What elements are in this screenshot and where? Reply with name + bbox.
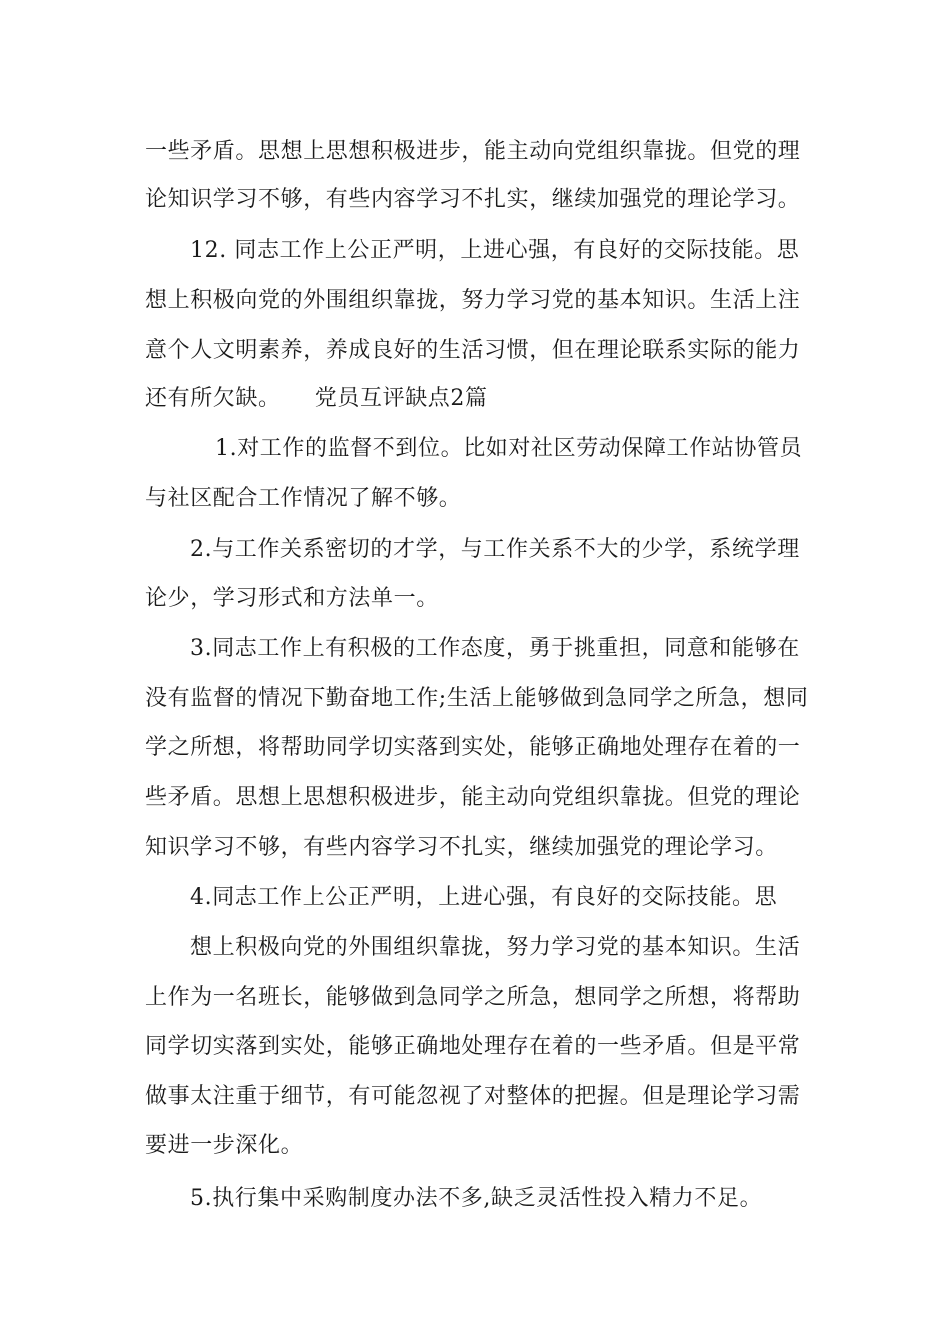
- text-line: 做事太注重于细节，有可能忽视了对整体的把握。但是理论学习需: [145, 1084, 801, 1109]
- text-line: 知识学习不够，有些内容学习不扎实，继续加强党的理论学习。: [145, 835, 778, 860]
- text-line: 同学切实落到实处，能够正确地处理存在着的一些矛盾。但是平常: [145, 1034, 801, 1059]
- text-line: 4.同志工作上公正严明，上进心强，有良好的交际技能。思: [190, 885, 778, 910]
- text-line: 与社区配合工作情况了解不够。: [145, 486, 462, 511]
- text-line: 想上积极向党的外围组织靠拢，努力学习党的基本知识。生活上注: [145, 288, 801, 313]
- text-line: 12. 同志工作上公正严明，上进心强，有良好的交际技能。思: [190, 238, 800, 263]
- text-line: 没有监督的情况下勤奋地工作;生活上能够做到急同学之所急，想同: [145, 686, 809, 711]
- text-line: 论知识学习不够，有些内容学习不扎实，继续加强党的理论学习。: [145, 187, 801, 212]
- text-line: 些矛盾。思想上思想积极进步，能主动向党组织靠拢。但党的理论: [145, 785, 801, 810]
- text-line: 一些矛盾。思想上思想积极进步，能主动向党组织靠拢。但党的理: [145, 139, 801, 164]
- text-line: 还有所欠缺。 党员互评缺点2篇: [145, 386, 488, 411]
- text-line: 论少，学习形式和方法单一。: [145, 586, 439, 611]
- text-line: 想上积极向党的外围组织靠拢，努力学习党的基本知识。生活: [190, 935, 801, 960]
- text-line: 上作为一名班长，能够做到急同学之所急，想同学之所想，将帮助: [145, 985, 801, 1010]
- text-line: 3.同志工作上有积极的工作态度，勇于挑重担，同意和能够在: [190, 636, 800, 661]
- text-line: 2.与工作关系密切的才学，与工作关系不大的少学，系统学理: [190, 537, 800, 562]
- text-line: 1.对工作的监督不到位。比如对社区劳动保障工作站协管员: [215, 436, 803, 461]
- text-line: 5.执行集中采购制度办法不多,缺乏灵活性投入精力不足。: [190, 1186, 763, 1211]
- text-line: 学之所想，将帮助同学切实落到实处，能够正确地处理存在着的一: [145, 735, 801, 760]
- text-line: 意个人文明素养，养成良好的生活习惯，但在理论联系实际的能力: [145, 338, 801, 363]
- text-line: 要进一步深化。: [145, 1133, 304, 1158]
